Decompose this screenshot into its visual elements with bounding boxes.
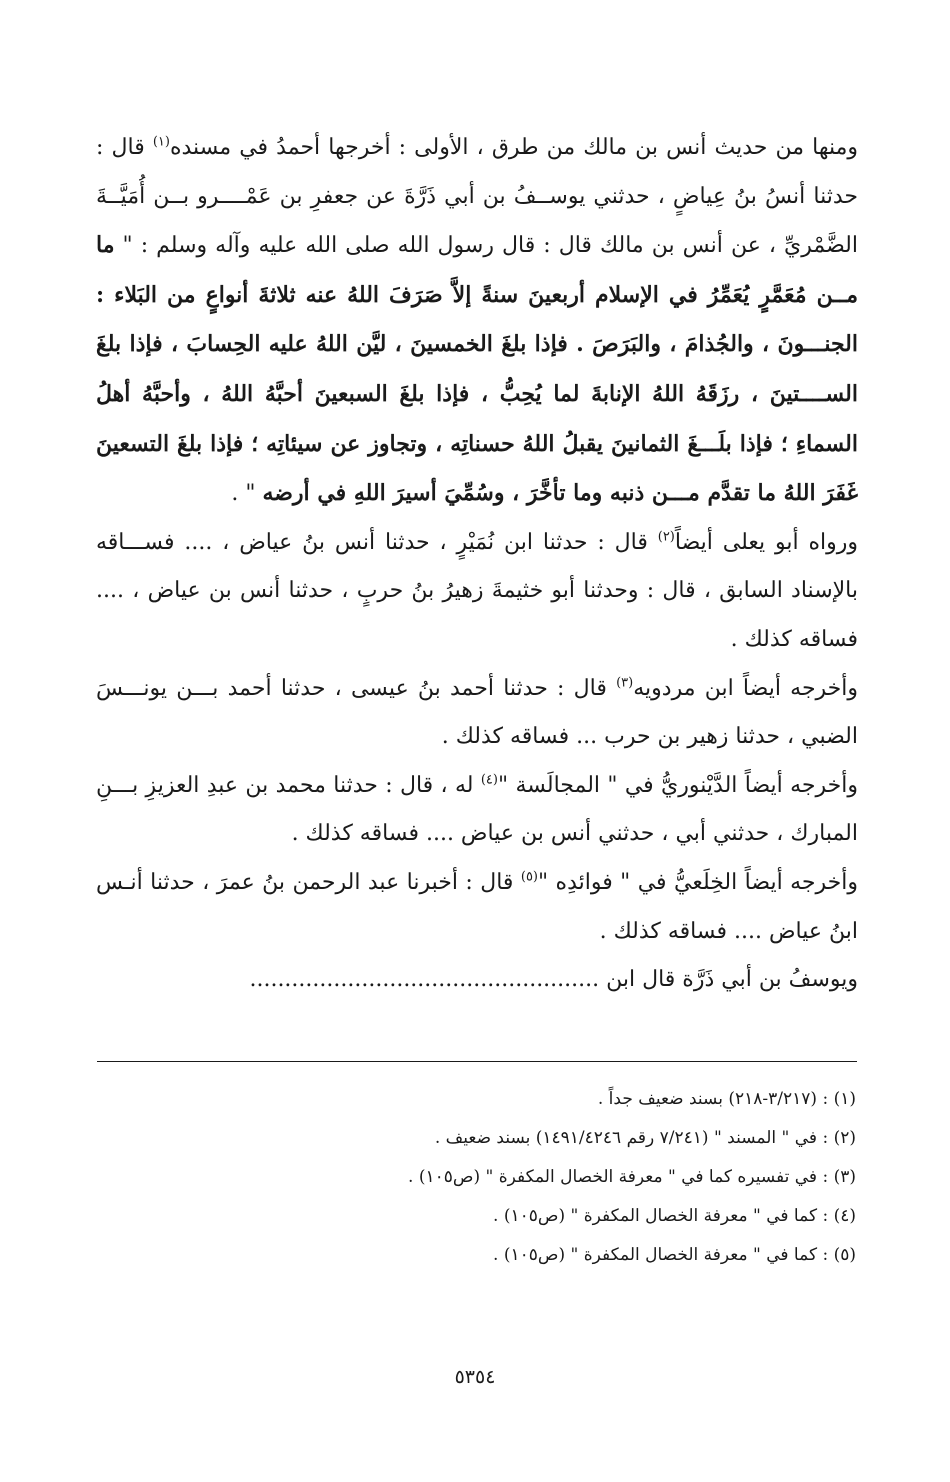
paragraph-5 [96,859,858,956]
paragraph-6 [96,956,858,1005]
footnotes [96,1080,856,1275]
footnote-5: (٥) : كما في " معرفة الخصال المكفرة " (ص١٠٥) . [493,1245,856,1265]
text-segment: ومنها من حديث أنس بن مالك من طرق ، الأولى : أخرجها أحمدُ في مسنده [169,135,859,160]
main-text [96,124,858,1005]
paragraph-4 [96,762,858,859]
footnote-4: (٤) : كما في " معرفة الخصال المكفرة " (ص١٠٥) . [493,1206,856,1226]
footnote-ref-4: (٤) [480,772,498,788]
text-segment: قال : حدثنا ابن نُمَيْرٍ ، حدثنا أنس بنُ عياض ، .... فســـاقه بالإسناد السابق ، قال : وحدثنا أبو خثيمةَ زهيرُ بنُ حربٍ ، حدثنا أنس بن عياض ، .... فساقه كذلك . [96,529,858,652]
text-segment: ورواه أبو يعلى أيضاً [674,529,858,555]
text-segment: قال : حدثنا أنسُ بنُ عِياضٍ ، حدثني يوســفُ بن أبي ذَرَّةَ عن جعفرِ بن عَمْــــرو بــن أُمَيَّــةَ الضَّمْريِّ ، عن أنس بن مالك قال : قال رسول الله صلى الله عليه وآله وسلم : " [96,135,858,259]
footnote-ref-5: (٥) [520,869,538,885]
hadith-quote: ما مــن مُعَمَّرٍ يُعَمِّرُ في الإسلام أربعينَ سنةً إلاَّ صَرَفَ اللهُ عنه ثلاثةَ أنواعٍ من البَلاء : الجنـــونَ ، والجُذامَ ، والبَرَصَ . فإذا بلغَ الخمسينَ ، ليَّن اللهُ عليه الحِسابَ ، فإذا بلغَ الســــتينَ ، رزَقَهُ اللهُ الإنابةَ لما يُحِبُّ ، فإذا بلغَ السبعينَ أحبَّهُ اللهُ ، وأحبَّهُ أهلُ السماءِ ؛ فإذا بلَـــغَ الثمانينَ يقبلُ اللهُ حسناتِه ، وتجاوز عن سيئاتِه ؛ فإذا بلغَ التسعينَ غَفَرَ اللهُ ما تقدَّم مـــن ذنبه وما تأخَّرَ ، وسُمِّيَ أسيرَ اللهِ في أرضه [96,232,858,507]
footnote-1: (١) : (٣/٢١٧-٢١٨) بسند ضعيف جداً . [597,1089,856,1109]
paragraph-2 [96,519,858,665]
footnote-ref-2: (٢) [657,529,675,545]
text-segment: " . [231,481,263,507]
footnote-ref-1: (١) [152,134,170,150]
text-segment: ويوسفُ بن أبي ذَرَّة قال ابن [599,967,858,993]
footnote-divider [97,1061,857,1062]
page-number: ٥٣٥٤ [454,1366,496,1388]
continuation-dots: .................................................. [249,967,600,993]
text-segment: قال : أخبرنا عبد الرحمن بنُ عمرَ ، حدثنا أنـس ابنُ عياض .... فساقه كذلك . [96,869,858,944]
text-segment: وأخرجه أيضاً الدَّيْنوريُّ في " المجالَسة " [497,772,858,798]
text-segment: قال : حدثنا أحمد بنُ عيسى ، حدثنا أحمد بـــن يونـــسَ الضبي ، حدثنا زهير بن حرب ... فساقه كذلك . [96,675,858,750]
footnote-2: (٢) : في " المسند " (٧/٢٤١ رقم ١٤٩١/٤٢٤٦) بسند ضعيف . [434,1128,856,1148]
text-segment: وأخرجه أيضاً الخِلَعيُّ في " فوائدِه " [538,869,858,895]
paragraph-1 [96,124,858,519]
text-segment: له ، قال : حدثنا محمد بن عبدِ العزيزِ بـــنِ المبارك ، حدثني أبي ، حدثني أنس بن عياض .... فساقه كذلك . [96,772,858,847]
text-segment: وأخرجه أيضاً ابن مردويه [633,675,859,701]
paragraph-3 [96,665,858,762]
footnote-ref-3: (٣) [616,675,634,691]
footnote-3: (٣) : في تفسيره كما في " معرفة الخصال المكفرة " (ص١٠٥) . [408,1167,856,1187]
